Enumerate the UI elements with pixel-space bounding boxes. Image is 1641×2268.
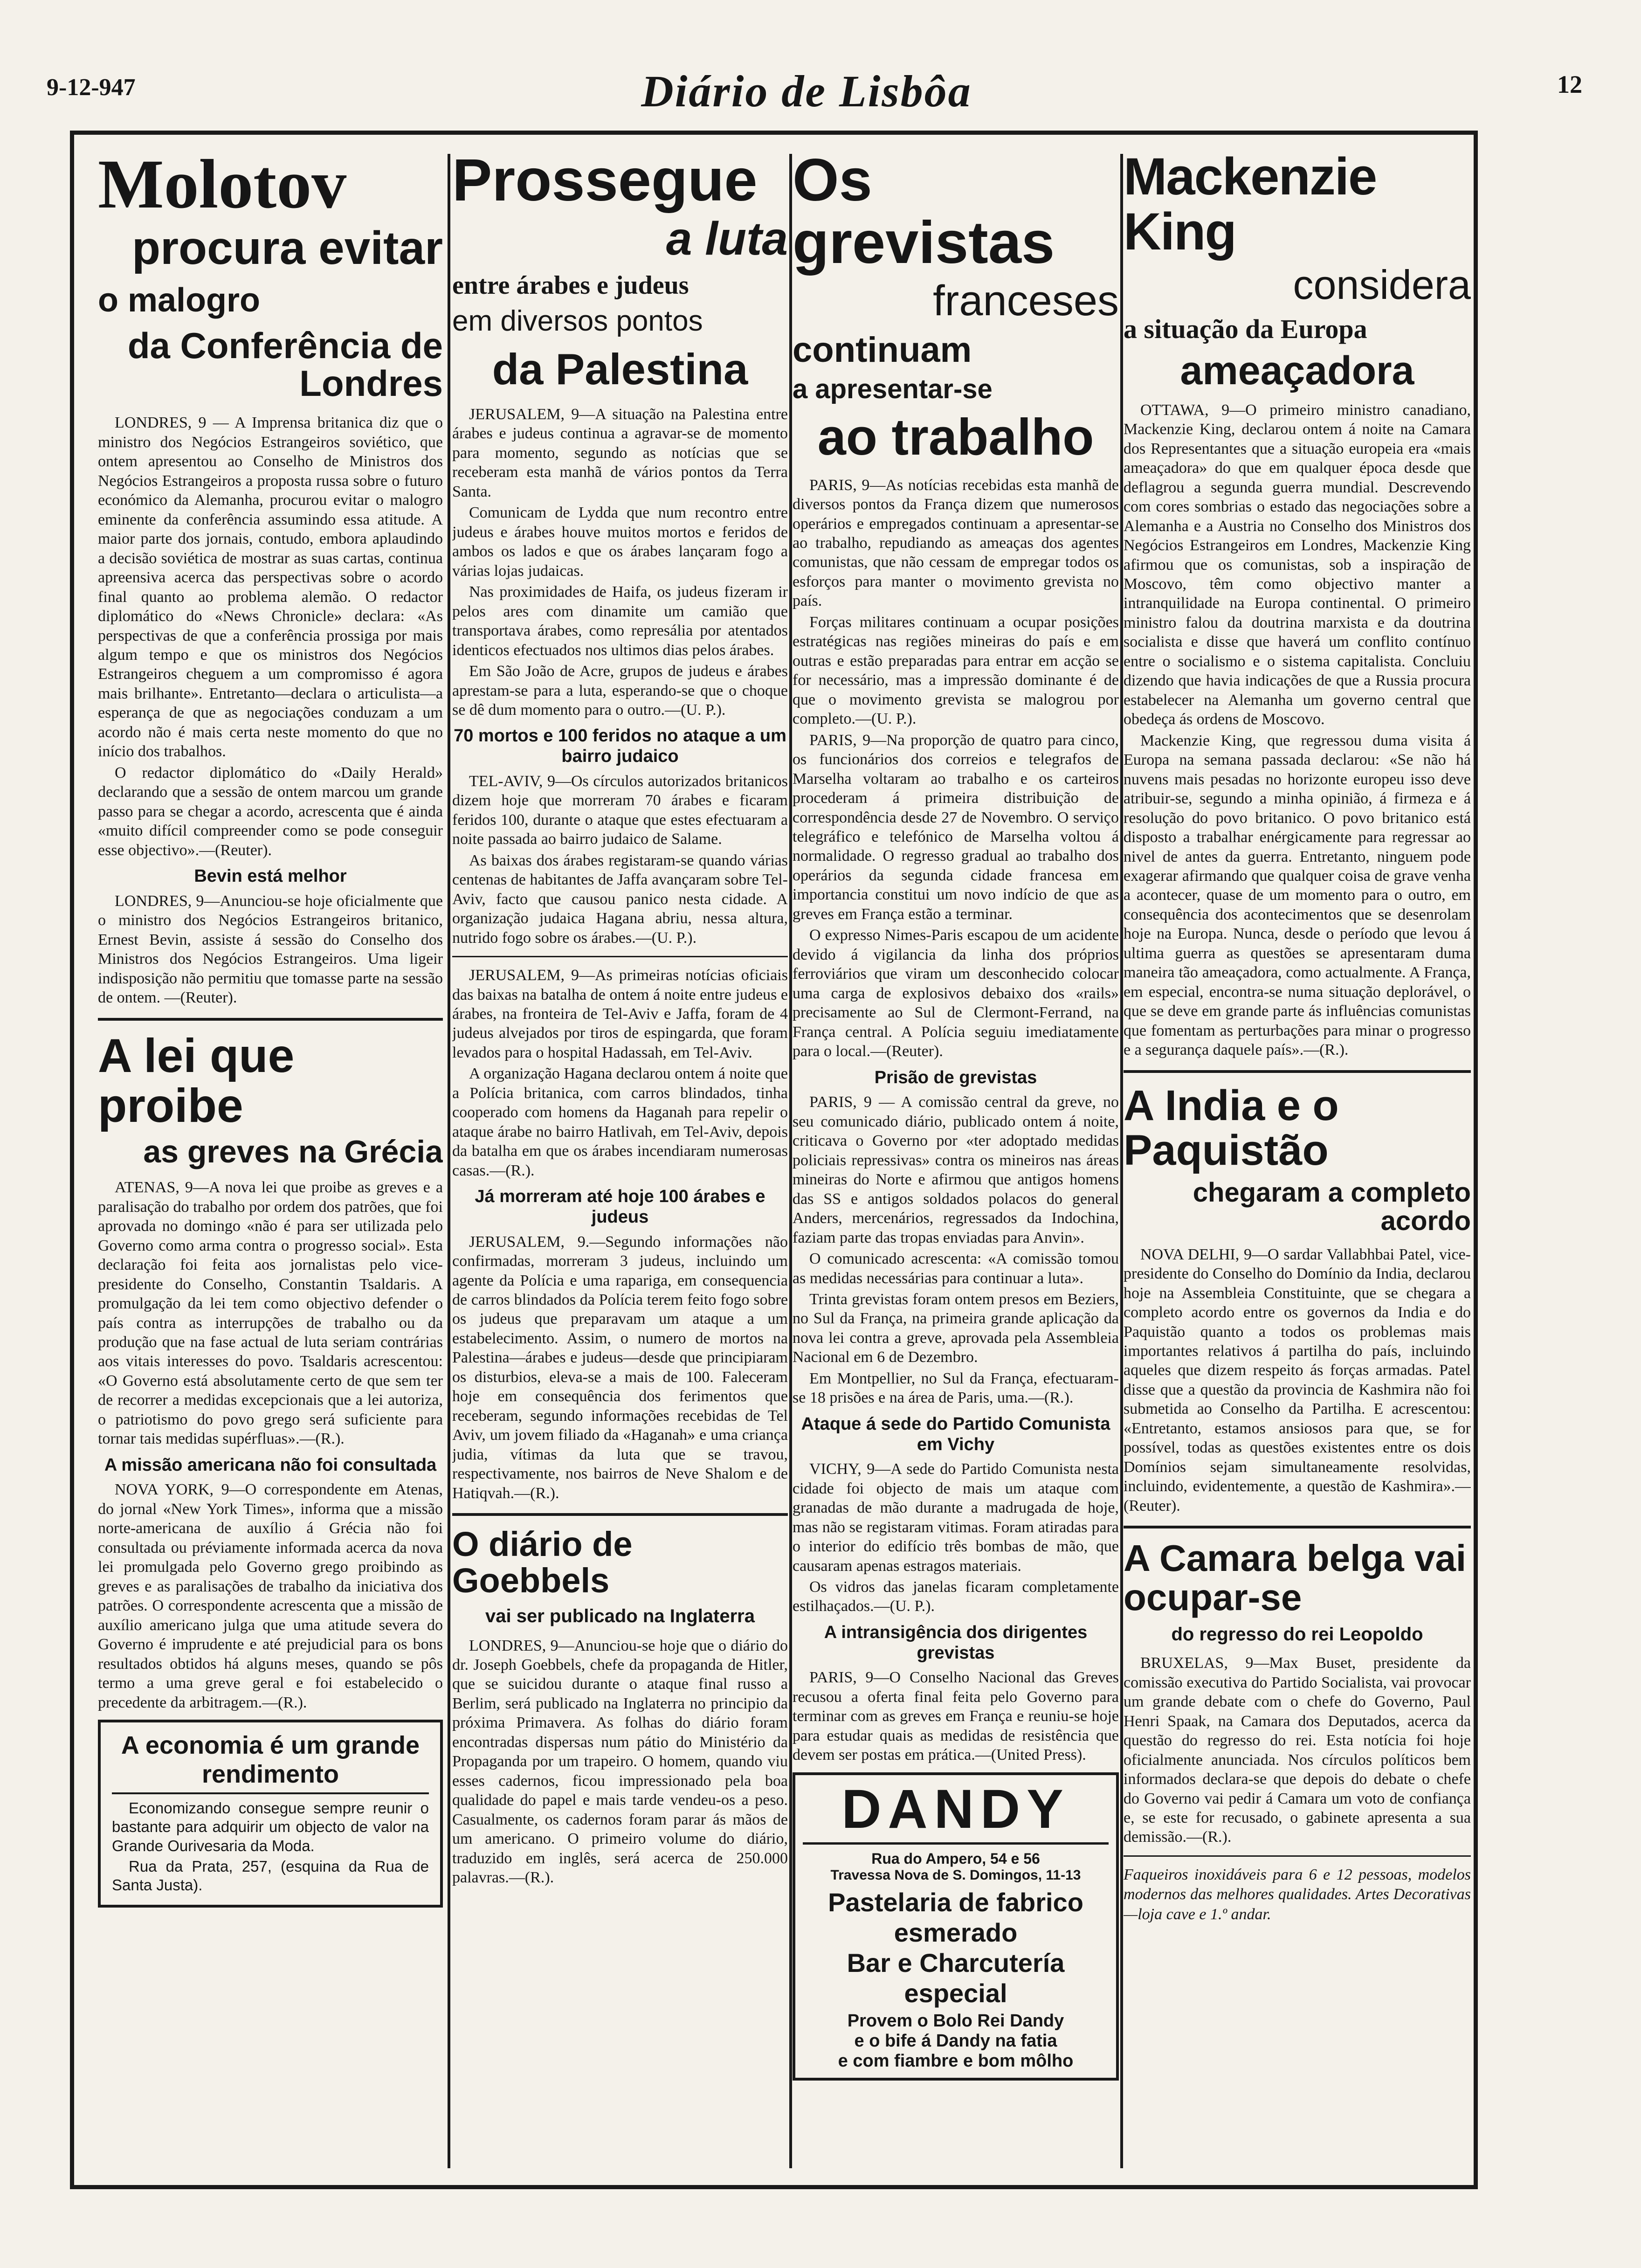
headline-sub: da Palestina [492, 345, 748, 394]
ad-address: Travessa Nova de S. Domingos, 11-13 [830, 1867, 1081, 1883]
headline-sub: o malogro [98, 282, 261, 319]
article-paragraph: LONDRES, 9 — A Imprensa britanica diz que o ministro dos Negócios Estrangeiros soviético, que ontem apresentou ao Conselho de Ministros dos Negócios Estrangeiros a proposta russa sobre o futuro económico da Alemanha, procurou evitar o malogro eminente da conferência assumindo essa atitude. A maior parte dos jornais, contudo, embora aplaudindo a decisão soviética de mostrar as suas cartas, continua apreensiva acerca das perspectivas sobre o acordo final quanto ao problema alemão. O redactor diplomático do «News Chronicle» declara: «As perspectivas de que a conferência prossiga por mais algum tempo e que os ministros dos Negócios Estrangeiros cheguem a um compromisso é agora mais brilhante». Entretanto—declara o articulista—a esperança de que as negociações conduzam a um acordo não é mais certa neste momento do que no início dos trabalhos. [98, 414, 443, 761]
advertisement-faqueiros: Faqueiros inoxidáveis para 6 e 12 pessoas, modelos modernos das melhores qualidades. Artes Decorativas—loja cave e 1.º andar. [1124, 1866, 1471, 1923]
column-3 [793, 149, 1119, 2178]
headline-sub: a situação da Europa [1124, 313, 1367, 344]
headline-sub: franceses [933, 277, 1119, 325]
headline-sub: considera [1293, 262, 1471, 308]
headline-sub: a apresentar-se [793, 374, 993, 405]
ad-line: Provem o Bolo Rei Dandy [847, 2011, 1064, 2031]
article-paragraph: Mackenzie King, que regressou duma visita á Europa na semana passada declarou: «Se não há nuvens mais pesadas no horizonte europeu isso deve atribuir-se, segundo a minha opinião, á firmeza e á resolução do povo britanico. O povo britanico está disposto a trabalhar enérgicamente para regressar ao nivel de antes da guerra. Entretanto, ninguem pode exagerar afirmando que qualquer coisa de grave venha a acontecer, quase de um momento para o outro, em consequência dos acontecimentos que se desenrolam hoje na Europa. Nunca, desde o período que levou á ultima guerra as questões se apresentaram duma maneira tão ameaçadora, como actualmente. A França, em especial, encontra-se numa situação deplorável, o que se deve em grande parte ás influências comunistas que fomentam as perturbações para minar o progresso e a segurança daquele país».—(R.). [1124, 732, 1471, 1059]
column-2 [452, 149, 788, 2178]
page-date: 9-12-947 [47, 74, 136, 101]
subheading: Ataque á sede do Partido Comunista em Vichy [801, 1414, 1110, 1454]
article-paragraph: O comunicado acrescenta: «A comissão tomou as medidas necessárias para continuar a luta». [793, 1250, 1119, 1287]
article-paragraph: NOVA DELHI, 9—O sardar Vallabhbai Patel, vice-presidente do Conselho do Domínio da India, declarou hoje na Assembleia Constituinte, que se chegara a completo acordo entre os governos da India e do Paquistão quanto a todos os problemas mais importantes relativos á partilha do país, incluindo aqueles que dizem respeito ás forças armadas. Patel disse que a questão da provincia de Kashmira não foi submetida ao Conselho da Partilha. E acrescentou: «Entretanto, estamos ansiosos para que, se for possível, todas as questões existentes entre os dois Domínios sejam simultaneamente resolvidas, incluindo, evidentemente, a questão de Kashmira».—(Reuter). [1124, 1245, 1471, 1514]
headline-sub: procura evitar [132, 222, 443, 274]
divider [1124, 1855, 1471, 1857]
column-1 [98, 149, 443, 2178]
divider [98, 1018, 443, 1021]
headline-sub: em diversos pontos [452, 305, 703, 338]
ad-address: Rua da Prata, 257, (esquina da Rua de Santa Justa). [112, 1857, 429, 1894]
article-paragraph: JERUSALEM, 9—As primeiras notícias oficiais das baixas na batalha de ontem á noite entre judeus e árabes, na fronteira de Tel-Aviv e Jaffa, foram de 4 judeus alvejados por tiros de espingarda, que foram levados para o hospital Hadassah, em Tel-Aviv. [452, 967, 788, 1061]
ad-text: Economizando consegue sempre reunir o bastante para adquirir um objecto de valor na Grande Ourivesaria da Moda. [112, 1799, 429, 1854]
subheading: A missão americana não foi consultada [104, 1455, 437, 1475]
article-paragraph: LONDRES, 9—Anunciou-se hoje que o diário do dr. Joseph Goebbels, chefe da propaganda de Hitler, que se suicidou durante o ataque final russo a Berlim, será publicado na Inglaterra no principio da próxima Primavera. As folhas do diário foram encontradas dispersas num pátio do Ministério da Propaganda por um trapeiro. O homem, quando viu esses cadernos, ficou impressionado pela boa qualidade do papel e mais tarde vendeu-os a peso. Casualmente, os cadernos foram parar ás mãos de um americano. O primeiro volume do diário, traduzido em inglês, será acerca de 250.000 palavras.—(R.). [452, 1637, 788, 1887]
headline-sub: entre árabes e judeus [452, 271, 689, 300]
article-paragraph: BRUXELAS, 9—Max Buset, presidente da comissão executiva do Partido Socialista, vai provocar um grande debate com o chefe do Governo, Paul Henri Spaak, na Camara dos Deputados, acerca da questão do regresso do rei. Esta notícia foi hoje oficialmente anunciada. Nos círculos políticos bem informados declara-se que depois do debate o chefe do Governo vai pedir á Camara um voto de confiança e, se este for recusado, o gabinete apresenta a sua demissão.—(R.). [1124, 1654, 1471, 1846]
headline-sub: da Conferência de Londres [127, 325, 443, 404]
headline-india: A India e o Paquistão [1124, 1081, 1339, 1175]
subheading: 70 mortos e 100 feridos no ataque a um bairro judaico [454, 726, 786, 767]
headline-mackenzie: Mackenzie King [1124, 149, 1377, 261]
headline-strikers: Os grevistas [793, 149, 1055, 277]
article-paragraph: Forças militares continuam a ocupar posições estratégicas nas regiões mineiras do país e em outras e estão preparadas para entrar em acção se for necessário, mas a impressão dominante é de que o movimento grevista se malogrou por completo.—(U. P.). [793, 613, 1119, 728]
column-rule [448, 154, 450, 2168]
article-paragraph: Em São João de Acre, grupos de judeus e árabes aprestam-se para a luta, esperando-se que o choque se dê dum momento para o outro.—(U. P.). [452, 663, 788, 719]
article-paragraph: ATENAS, 9—A nova lei que proibe as greves e a paralisação do trabalho por ordem dos patrões, que foi aprovada no domingo «não é para ser utilizada pelo Governo como arma contra o progresso social». Esta declaração foi feita aos jornalistas pelo vice-presidente do Conselho, Constantin Tsaldaris. A promulgação da lei tem como objectivo defender o país contra as interrupções de trabalho ou da produção que na fase actual de luta seriam contrárias aos vitais interesses do povo. Tsaldaris acrescentou: «O Governo está absolutamente certo de que sem ter de recorrer a medidas excepcionais que a lei autoriza, o patriotismo do povo grego será suficiente para tornar tais medidas supérfluas».—(R.). [98, 1179, 443, 1448]
article-paragraph: PARIS, 9—O Conselho Nacional das Greves recusou a oferta final feita pelo Governo para terminar com as greves em França e reuniu-se hoje para estudar quais as medidas de resistência que devem ser postas em prática.—(United Press). [793, 1669, 1119, 1764]
headline-greece: A lei que proibe [98, 1029, 295, 1132]
subheading: A intransigência dos dirigentes grevistas [824, 1622, 1088, 1663]
article-paragraph: Nas proximidades de Haifa, os judeus fizeram ir pelos ares com dinamite um camião que transportava árabes, como represália por atentados identicos efectuados nos ultimos dias pelos árabes. [452, 583, 788, 659]
headline-sub: ao trabalho [817, 408, 1094, 466]
article-paragraph: JERUSALEM, 9—A situação na Palestina entre árabes e judeus continua a agravar-se de momento para momento, segundo as notícias que se receberam esta manhã de vários pontos da Terra Santa. [452, 405, 788, 500]
article-paragraph: O redactor diplomático do «Daily Herald» declarando que a sessão de ontem marcou um grande passo para se chegar a acordo, acrescenta que é ainda «muito difícil compreender como se pode conseguir esse objectivo».—(Reuter). [98, 764, 443, 859]
article-paragraph: Trinta grevistas foram ontem presos em Beziers, no Sul da França, na primeira grande aplicação da nova lei contra a greve, aprovada pela Assembleia Nacional em 6 de Dezembro. [793, 1291, 1119, 1366]
article-paragraph: LONDRES, 9—Anunciou-se hoje oficialmente que o ministro dos Negócios Estrangeiros britanico, Ernest Bevin, assiste á sessão do Conselho dos Ministros dos Negócios Estrangeiros. Uma ligeir indisposição não permitiu que tomasse parte na sessão de ontem. —(Reuter). [98, 892, 443, 1007]
headline-sub: vai ser publicado na Inglaterra [485, 1605, 755, 1626]
ad-line: Pastelaria de fabrico esmerado [828, 1887, 1083, 1947]
headline-belgium: A Camara belga vai ocupar-se [1124, 1537, 1467, 1618]
article-paragraph: NOVA YORK, 9—O correspondente em Atenas, do jornal «New York Times», informa que a missão norte-americana de auxílio á Grécia não foi consultada ou préviamente informada acerca da nova lei promulgada pelo Governo grego proibindo as greves e as paralisações de trabalho da iniciativa dos patrões. O correspondente acrescenta que a missão de auxílio americano julga que uma atitude severa do Governo é imprudente e até prejudicial para os bons resultados obtidos há alguns meses, quando se pôs termo a uma greve geral e foi estabelecido o precedente da arbitragem.—(R.). [98, 1481, 443, 1711]
divider [1124, 1526, 1471, 1528]
column-4 [1124, 149, 1471, 2178]
divider [452, 1513, 788, 1516]
article-paragraph: Comunicam de Lydda que num recontro entre judeus e árabes houve muitos mortos e feridos de ambos os lados e que os árabes lançaram fogo a várias lojas judaicas. [452, 504, 788, 580]
divider [1124, 1070, 1471, 1073]
ad-brand: DANDY [803, 1782, 1109, 1845]
article-paragraph: TEL-AVIV, 9—Os círculos autorizados britanicos dizem hoje que morreram 70 árabes e ficaram feridos 100, durante o ataque que estes efectuaram a noite passada ao bairro judaico de Salame. [452, 772, 788, 848]
ad-line: Bar e Charcutería especial [847, 1948, 1065, 2008]
subheading: Bevin está melhor [194, 866, 347, 886]
divider [452, 956, 788, 957]
page-number: 12 [1557, 70, 1582, 98]
article-paragraph: O expresso Nimes-Paris escapou de um acidente devido á vigilancia da linha dos próprios ferroviários que viram um desconhecido colocar uma carga de explosivos debaixo dos «rails» precisamente ao Sul de Clermont-Ferrand, na França central. A Polícia seguiu imediatamente para o local.—(Reuter). [793, 927, 1119, 1060]
headline-palestine: Prossegue [452, 149, 758, 214]
newspaper-title: Diário de Lisbôa [641, 66, 972, 116]
ad-line: e o bife á Dandy na fatia [854, 2031, 1057, 2051]
ad-address: Rua do Ampero, 54 e 56 [871, 1850, 1040, 1867]
headline-sub: chegaram a completo acordo [1193, 1177, 1471, 1236]
headline-sub: do regresso do rei Leopoldo [1171, 1624, 1423, 1645]
ad-line: e com fiambre e bom môlho [838, 2051, 1074, 2071]
article-paragraph: Em Montpellier, no Sul da França, efectuaram-se 18 prisões e na área de Paris, uma.—(R.). [793, 1369, 1119, 1407]
article-paragraph: PARIS, 9 — A comissão central da greve, no seu comunicado diário, publicado ontem á noite, criticava o Governo por «ter adoptado medidas policiais repressivas» contra os mineiros nas áreas mineiras do Norte e afirmou que antigos homens das SS e antigos soldados polacos do general Anders, mercenários, regressados da Indochina, faziam parte das tropas enviadas para Anvin». [793, 1093, 1119, 1246]
headline-molotov: Molotov [98, 149, 347, 223]
article-paragraph: OTTAWA, 9—O primeiro ministro canadiano, Mackenzie King, declarou ontem á noite na Camara dos Representantes que a situação europeia era «mais ameaçadora» do que em qualquer época desde que deflagrou a segunda guerra mundial. Descrevendo com cores sombrias o estado das negociações sobre a Alemanha e a Austria no Conselho dos Ministros dos Negócios Estrangeiros em Londres, Mackenzie King afirmou que os comunistas, sob a inspiração de Moscovo, têm como objectivo manter a intranquilidade na Europa continental. O primeiro ministro falou da doutrina marxista e da doutrina socialista e disse que haverá um conflito contínuo entre o socialismo e o sistema capitalista. Concluiu dizendo que havia indicações de que a Russia procura estabelecer na Alemanha um governo central que obedeça ás ordens de Moscovo. [1124, 401, 1471, 728]
headline-goebbels: O diário de Goebbels [452, 1525, 633, 1600]
headline-sub: continuam [793, 330, 972, 370]
ad-title: A economia é um grande rendimento [112, 1731, 429, 1794]
article-paragraph: PARIS, 9—As notícias recebidas esta manhã de diversos pontos da França dizem que numerosos operários e empregados continuam a apresentar-se ao trabalho, repudiando as ameaças dos agentes comunistas, que não cessam de empregar todos os esforços para manter o movimento grevista no país. [793, 476, 1119, 610]
article-paragraph: As baixas dos árabes registaram-se quando várias centenas de habitantes de Jaffa avançaram sobre Tel-Aviv, facto que causou panico nesta cidade. A organização judaica Hagana abriu, nessa altura, nutrido fogo sobre os árabes.—(U. P.). [452, 851, 788, 947]
column-rule [789, 154, 792, 2168]
article-paragraph: VICHY, 9—A sede do Partido Comunista nesta cidade foi objecto de mais um ataque com granadas de mão durante a madrugada de hoje, mas não se registaram vitimas. Foram atiradas para o interior do edifício três bombas de mão, que causaram apenas estragos materiais. [793, 1460, 1119, 1575]
subheading: Já morreram até hoje 100 árabes e judeus [475, 1187, 765, 1227]
article-paragraph: Os vidros das janelas ficaram completamente estilhaçados.—(U. P.). [793, 1578, 1119, 1615]
headline-sub: as greves na Grécia [143, 1134, 443, 1169]
advertisement-dandy [793, 1772, 1119, 2081]
article-paragraph: JERUSALEM, 9.—Segundo informações não confirmadas, morreram 3 judeus, incluindo um agente da Polícia e uma rapariga, em consequencia de carros blindados da Polícia terem feito fogo sobre os judeus que preparavam um ataque a um estabelecimento. Assim, o numero de mortos na Palestina—árabes e judeus—desde que principiaram os disturbios, eleva-se a mais de 100. Faleceram hoje em consequência dos ferimentos que receberam, segundo informações recebidas de Tel Aviv, um jovem filiado da «Haganah» e uma criança judia, vítimas da luta que se travou, respectivamente, nos bairros de Neve Shalom e de Hatiqvah.—(R.). [452, 1233, 788, 1502]
column-rule [1120, 154, 1123, 2168]
article-paragraph: A organização Hagana declarou ontem á noite que a Polícia britanica, com carros blindados, tinha cooperado com homens da Haganah para repelir o ataque árabe no bairro Hatlivah, em Tel-Aviv, depois da batalha em que os árabes incendiaram numerosas casas.—(R.). [452, 1065, 788, 1179]
headline-sub: a luta [666, 213, 788, 265]
advertisement-ourivesaria [98, 1720, 443, 1908]
article-paragraph: PARIS, 9—Na proporção de quatro para cinco, os funcionários dos correios e telegrafos de Marselha voltaram ao trabalho e os carteiros procederam á primeira distribuição de correspondência desde 27 de Novembro. O serviço telegráfico e telefónico de Marselha voltou á normalidade. O regresso gradual ao trabalho dos operários da segunda cidade francesa em importancia constitui um novo indício de que as greves em França estão a terminar. [793, 731, 1119, 923]
headline-sub: ameaçadora [1180, 348, 1414, 394]
subheading: Prisão de grevistas [874, 1067, 1037, 1087]
